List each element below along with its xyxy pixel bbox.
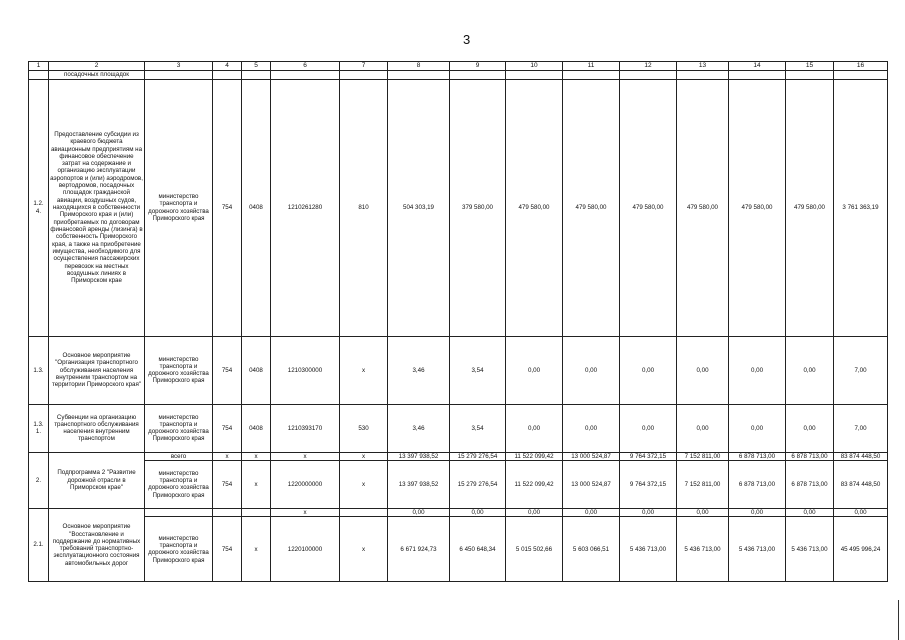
value-cell: 0,00	[450, 508, 506, 516]
value-cell: 479 580,00	[563, 79, 620, 336]
table-cell: x	[340, 460, 388, 508]
page-number: 3	[463, 32, 471, 47]
row-number: 1.3. 1.	[29, 404, 49, 452]
table-row	[29, 70, 888, 79]
table-cell: 0408	[242, 404, 271, 452]
value-cell: 0,00	[620, 404, 677, 452]
value-cell: 504 303,19	[388, 79, 450, 336]
table-cell: 0408	[242, 336, 271, 404]
value-cell: 5 436 713,00	[620, 517, 677, 582]
table-cell: 1210393170	[271, 404, 340, 452]
table-cell: x	[340, 336, 388, 404]
value-cell: 83 874 448,50	[834, 460, 888, 508]
column-number-row	[29, 62, 888, 71]
value-cell: 5 436 713,00	[729, 517, 786, 582]
value-cell: 15 279 276,54	[450, 460, 506, 508]
value-cell: 5 436 713,00	[677, 517, 729, 582]
value-cell: 5 603 066,51	[563, 517, 620, 582]
row-executor: министерство транспорта и дорожного хозяйства Приморского края	[145, 460, 213, 508]
value-cell: 0,00	[786, 404, 834, 452]
table-cell	[29, 70, 49, 79]
row-number: 1.3.	[29, 336, 49, 404]
value-cell: 6 450 648,34	[450, 517, 506, 582]
col-header: 15	[786, 62, 834, 71]
table-cell: x	[242, 452, 271, 460]
table-cell: 1210300000	[271, 336, 340, 404]
table-row	[29, 79, 888, 336]
value-cell: 0,00	[786, 508, 834, 516]
value-cell: 13 397 938,52	[388, 452, 450, 460]
page-edge-line	[898, 600, 899, 640]
value-cell: 0,00	[729, 336, 786, 404]
value-cell: 9 764 372,15	[620, 460, 677, 508]
col-header: 3	[145, 62, 213, 71]
value-cell: 0,00	[620, 508, 677, 516]
row-executor: министерство транспорта и дорожного хозяйства Приморского края	[145, 517, 213, 582]
value-cell: 0,00	[620, 336, 677, 404]
row-name: Основное мероприятие "Восстановление и поддержание до нормативных требований транспортно-эксплуатационного состояния автомобильных дорог	[49, 508, 145, 581]
value-cell: 5 015 502,66	[506, 517, 563, 582]
value-cell: 0,00	[563, 404, 620, 452]
table-row	[29, 508, 888, 516]
value-cell: 13 000 524,87	[563, 460, 620, 508]
col-header: 14	[729, 62, 786, 71]
value-cell: 0,00	[677, 404, 729, 452]
table-cell: 754	[213, 404, 242, 452]
value-cell: 479 580,00	[506, 79, 563, 336]
value-cell: 479 580,00	[620, 79, 677, 336]
value-cell: 479 580,00	[729, 79, 786, 336]
table-cell: x	[340, 452, 388, 460]
row-executor: министерство транспорта и дорожного хозяйства Приморского края	[145, 404, 213, 452]
col-header: 7	[340, 62, 388, 71]
value-cell: 7,00	[834, 404, 888, 452]
table-row	[29, 452, 888, 460]
value-cell: 0,00	[506, 404, 563, 452]
value-cell: 0,00	[677, 508, 729, 516]
table-cell: 754	[213, 336, 242, 404]
table-cell: 1220100000	[271, 517, 340, 582]
col-header: 1	[29, 62, 49, 71]
col-header: 2	[49, 62, 145, 71]
table-cell: x	[242, 517, 271, 582]
row-number: 2.1.	[29, 508, 49, 581]
row-executor: министерство транспорта и дорожного хозяйства Приморского края	[145, 79, 213, 336]
value-cell: 0,00	[388, 508, 450, 516]
value-cell: 3,54	[450, 404, 506, 452]
value-cell: 5 436 713,00	[786, 517, 834, 582]
row-name: Подпрограмма 2 "Развитие дорожной отрасли в Приморском крае"	[49, 452, 145, 508]
value-cell: 3,54	[450, 336, 506, 404]
value-cell: 479 580,00	[677, 79, 729, 336]
value-cell: 6 671 924,73	[388, 517, 450, 582]
total-label: всего	[145, 452, 213, 460]
value-cell: 7 152 811,00	[677, 452, 729, 460]
value-cell: 15 279 276,54	[450, 452, 506, 460]
table-cell: x	[271, 508, 340, 516]
table-cell: 0408	[242, 79, 271, 336]
table-cell: 754	[213, 79, 242, 336]
value-cell: 13 000 524,87	[563, 452, 620, 460]
row-executor: министерство транспорта и дорожного хозяйства Приморского края	[145, 336, 213, 404]
value-cell: 379 580,00	[450, 79, 506, 336]
program-table	[28, 61, 888, 582]
table-row	[29, 404, 888, 452]
value-cell: 0,00	[563, 508, 620, 516]
table-row	[29, 460, 888, 508]
col-header: 5	[242, 62, 271, 71]
value-cell: 3,46	[388, 404, 450, 452]
value-cell: 0,00	[786, 336, 834, 404]
row-name: Предоставление субсидии из краевого бюджета авиационным предприятиям на финансовое обеспечение затрат на содержание и организацию эксплуатации аэропортов и (или) аэродромов, вертодромов, посадочных площадок гражданской авиации, воздушных судов, находящихся в собственности Приморского края и (или) приобретаемых по договорам финансовой аренды (лизинга) в собственность Приморского края, а также на приобретение имущества, необходимого для осуществления пассажирских перевозок на местных воздушных линиях в Приморском крае	[49, 79, 145, 336]
value-cell: 3 761 363,19	[834, 79, 888, 336]
row-number: 2.	[29, 452, 49, 508]
continuation-text: посадочных площадок	[49, 70, 145, 79]
value-cell: 0,00	[834, 508, 888, 516]
value-cell: 13 397 938,52	[388, 460, 450, 508]
value-cell: 479 580,00	[786, 79, 834, 336]
value-cell: 0,00	[563, 336, 620, 404]
table-cell: x	[213, 452, 242, 460]
table-cell: 754	[213, 460, 242, 508]
table-cell: 1210261280	[271, 79, 340, 336]
col-header: 16	[834, 62, 888, 71]
value-cell: 0,00	[729, 508, 786, 516]
value-cell: 0,00	[506, 336, 563, 404]
table-cell: 810	[340, 79, 388, 336]
table-cell: x	[271, 452, 340, 460]
value-cell: 7,00	[834, 336, 888, 404]
table-row	[29, 336, 888, 404]
row-number: 1.2. 4.	[29, 79, 49, 336]
value-cell: 9 764 372,15	[620, 452, 677, 460]
col-header: 4	[213, 62, 242, 71]
col-header: 9	[450, 62, 506, 71]
col-header: 12	[620, 62, 677, 71]
col-header: 11	[563, 62, 620, 71]
row-name: Субвенции на организацию транспортного обслуживания населения внутренним транспортом	[49, 404, 145, 452]
table-cell: x	[340, 517, 388, 582]
value-cell: 11 522 099,42	[506, 452, 563, 460]
value-cell: 6 878 713,00	[729, 452, 786, 460]
value-cell: 11 522 099,42	[506, 460, 563, 508]
table-cell: 754	[213, 517, 242, 582]
value-cell: 6 878 713,00	[786, 452, 834, 460]
value-cell: 6 878 713,00	[729, 460, 786, 508]
value-cell: 7 152 811,00	[677, 460, 729, 508]
value-cell: 0,00	[506, 508, 563, 516]
col-header: 8	[388, 62, 450, 71]
row-name: Основное мероприятие "Организация транспортного обслуживания населения внутренним транспортом на территории Приморского края"	[49, 336, 145, 404]
col-header: 10	[506, 62, 563, 71]
value-cell: 45 495 996,24	[834, 517, 888, 582]
value-cell: 0,00	[729, 404, 786, 452]
col-header: 13	[677, 62, 729, 71]
table-cell: 530	[340, 404, 388, 452]
table-row	[29, 517, 888, 582]
value-cell: 83 874 448,50	[834, 452, 888, 460]
table-cell: x	[242, 460, 271, 508]
table-cell: 1220000000	[271, 460, 340, 508]
col-header: 6	[271, 62, 340, 71]
value-cell: 0,00	[677, 336, 729, 404]
value-cell: 3,46	[388, 336, 450, 404]
value-cell: 6 878 713,00	[786, 460, 834, 508]
